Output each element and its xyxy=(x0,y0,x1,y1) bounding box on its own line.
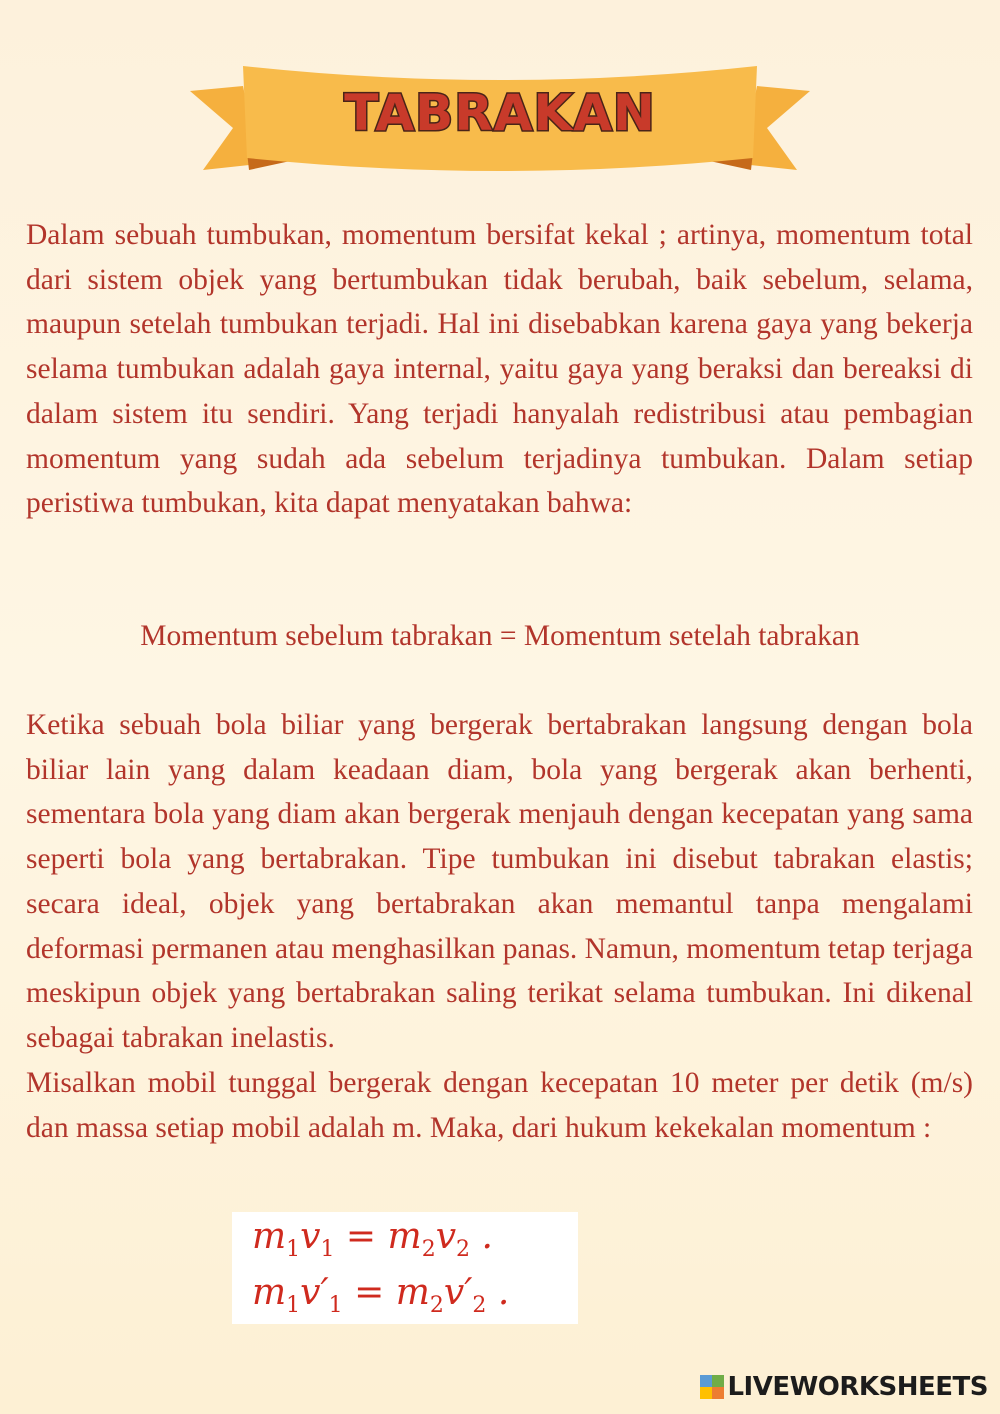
formula-var: m xyxy=(387,1216,422,1257)
formula-subscript: 2 xyxy=(456,1237,471,1263)
example-paragraph: Misalkan mobil tunggal bergerak dengan kecepatan 10 meter per detik (m/s) dan massa setiap mobil adalah m. Maka, dari hukum kekekalan momentum : xyxy=(26,1067,973,1144)
formula-var: m xyxy=(395,1272,430,1313)
formula-subscript: 2 xyxy=(429,1293,444,1319)
formula-var: v′ xyxy=(300,1272,329,1313)
liveworksheets-logo-icon xyxy=(700,1375,724,1399)
formula-var: m xyxy=(252,1272,287,1313)
page-title: TABRAKAN xyxy=(344,84,656,142)
formula-subscript: 1 xyxy=(286,1293,301,1319)
formula-subscript: 1 xyxy=(328,1293,343,1319)
formula-subscript: 1 xyxy=(286,1237,301,1263)
formula-line-2 xyxy=(252,1272,509,1318)
formula-line-1 xyxy=(252,1216,493,1262)
momentum-equation: Momentum sebelum tabrakan = Momentum setelah tabrakan xyxy=(140,620,860,652)
formula-var: m xyxy=(252,1216,287,1257)
formula-var: v xyxy=(300,1216,321,1257)
collision-paragraph: Ketika sebuah bola biliar yang bergerak bertabrakan langsung dengan bola biliar lain yang dalam keadaan diam, bola yang bergerak akan berhenti, sementara bola yang diam akan bergerak menjauh dengan kecepatan yang sama seperti bola yang bertabrakan. Tipe tumbukan ini disebut tabrakan elastis; secara ideal, objek yang bertabrakan akan memantul tanpa mengalami deformasi permanen atau menghasilkan panas. Namun, momentum tetap terjaga meskipun objek yang bertabrakan saling terikat selama tumbukan. Ini dikenal sebagai tabrakan inelastis. xyxy=(26,709,973,1054)
formula-equals: = xyxy=(342,1272,396,1313)
formula-image xyxy=(232,1212,578,1324)
formula-var: v′ xyxy=(443,1272,473,1313)
formula-subscript: 2 xyxy=(421,1237,436,1263)
logo-text: LIVEWORKSHEETS xyxy=(727,1372,988,1402)
formula-subscript: 1 xyxy=(320,1237,335,1263)
formula-equals: = xyxy=(334,1216,388,1257)
intro-paragraph: Dalam sebuah tumbukan, momentum bersifat kekal ; artinya, momentum total dari sistem objek yang bertumbukan tidak berubah, baik sebelum, selama, maupun setelah tumbukan terjadi. Hal ini disebabkan karena gaya yang bekerja selama tumbukan adalah gaya internal, yaitu gaya yang beraksi dan bereaksi di dalam sistem itu sendiri. Yang terjadi hanyalah redistribusi atau pembagian momentum yang sudah ada sebelum terjadinya tumbukan. Dalam setiap peristiwa tumbukan, kita dapat menyatakan bahwa: xyxy=(26,219,973,520)
formula-end: . xyxy=(470,1216,493,1257)
formula-subscript: 2 xyxy=(472,1293,487,1319)
title-banner xyxy=(185,58,815,183)
formula-var: v xyxy=(435,1216,457,1257)
formula-end: . xyxy=(486,1272,510,1313)
liveworksheets-logo xyxy=(700,1372,988,1402)
